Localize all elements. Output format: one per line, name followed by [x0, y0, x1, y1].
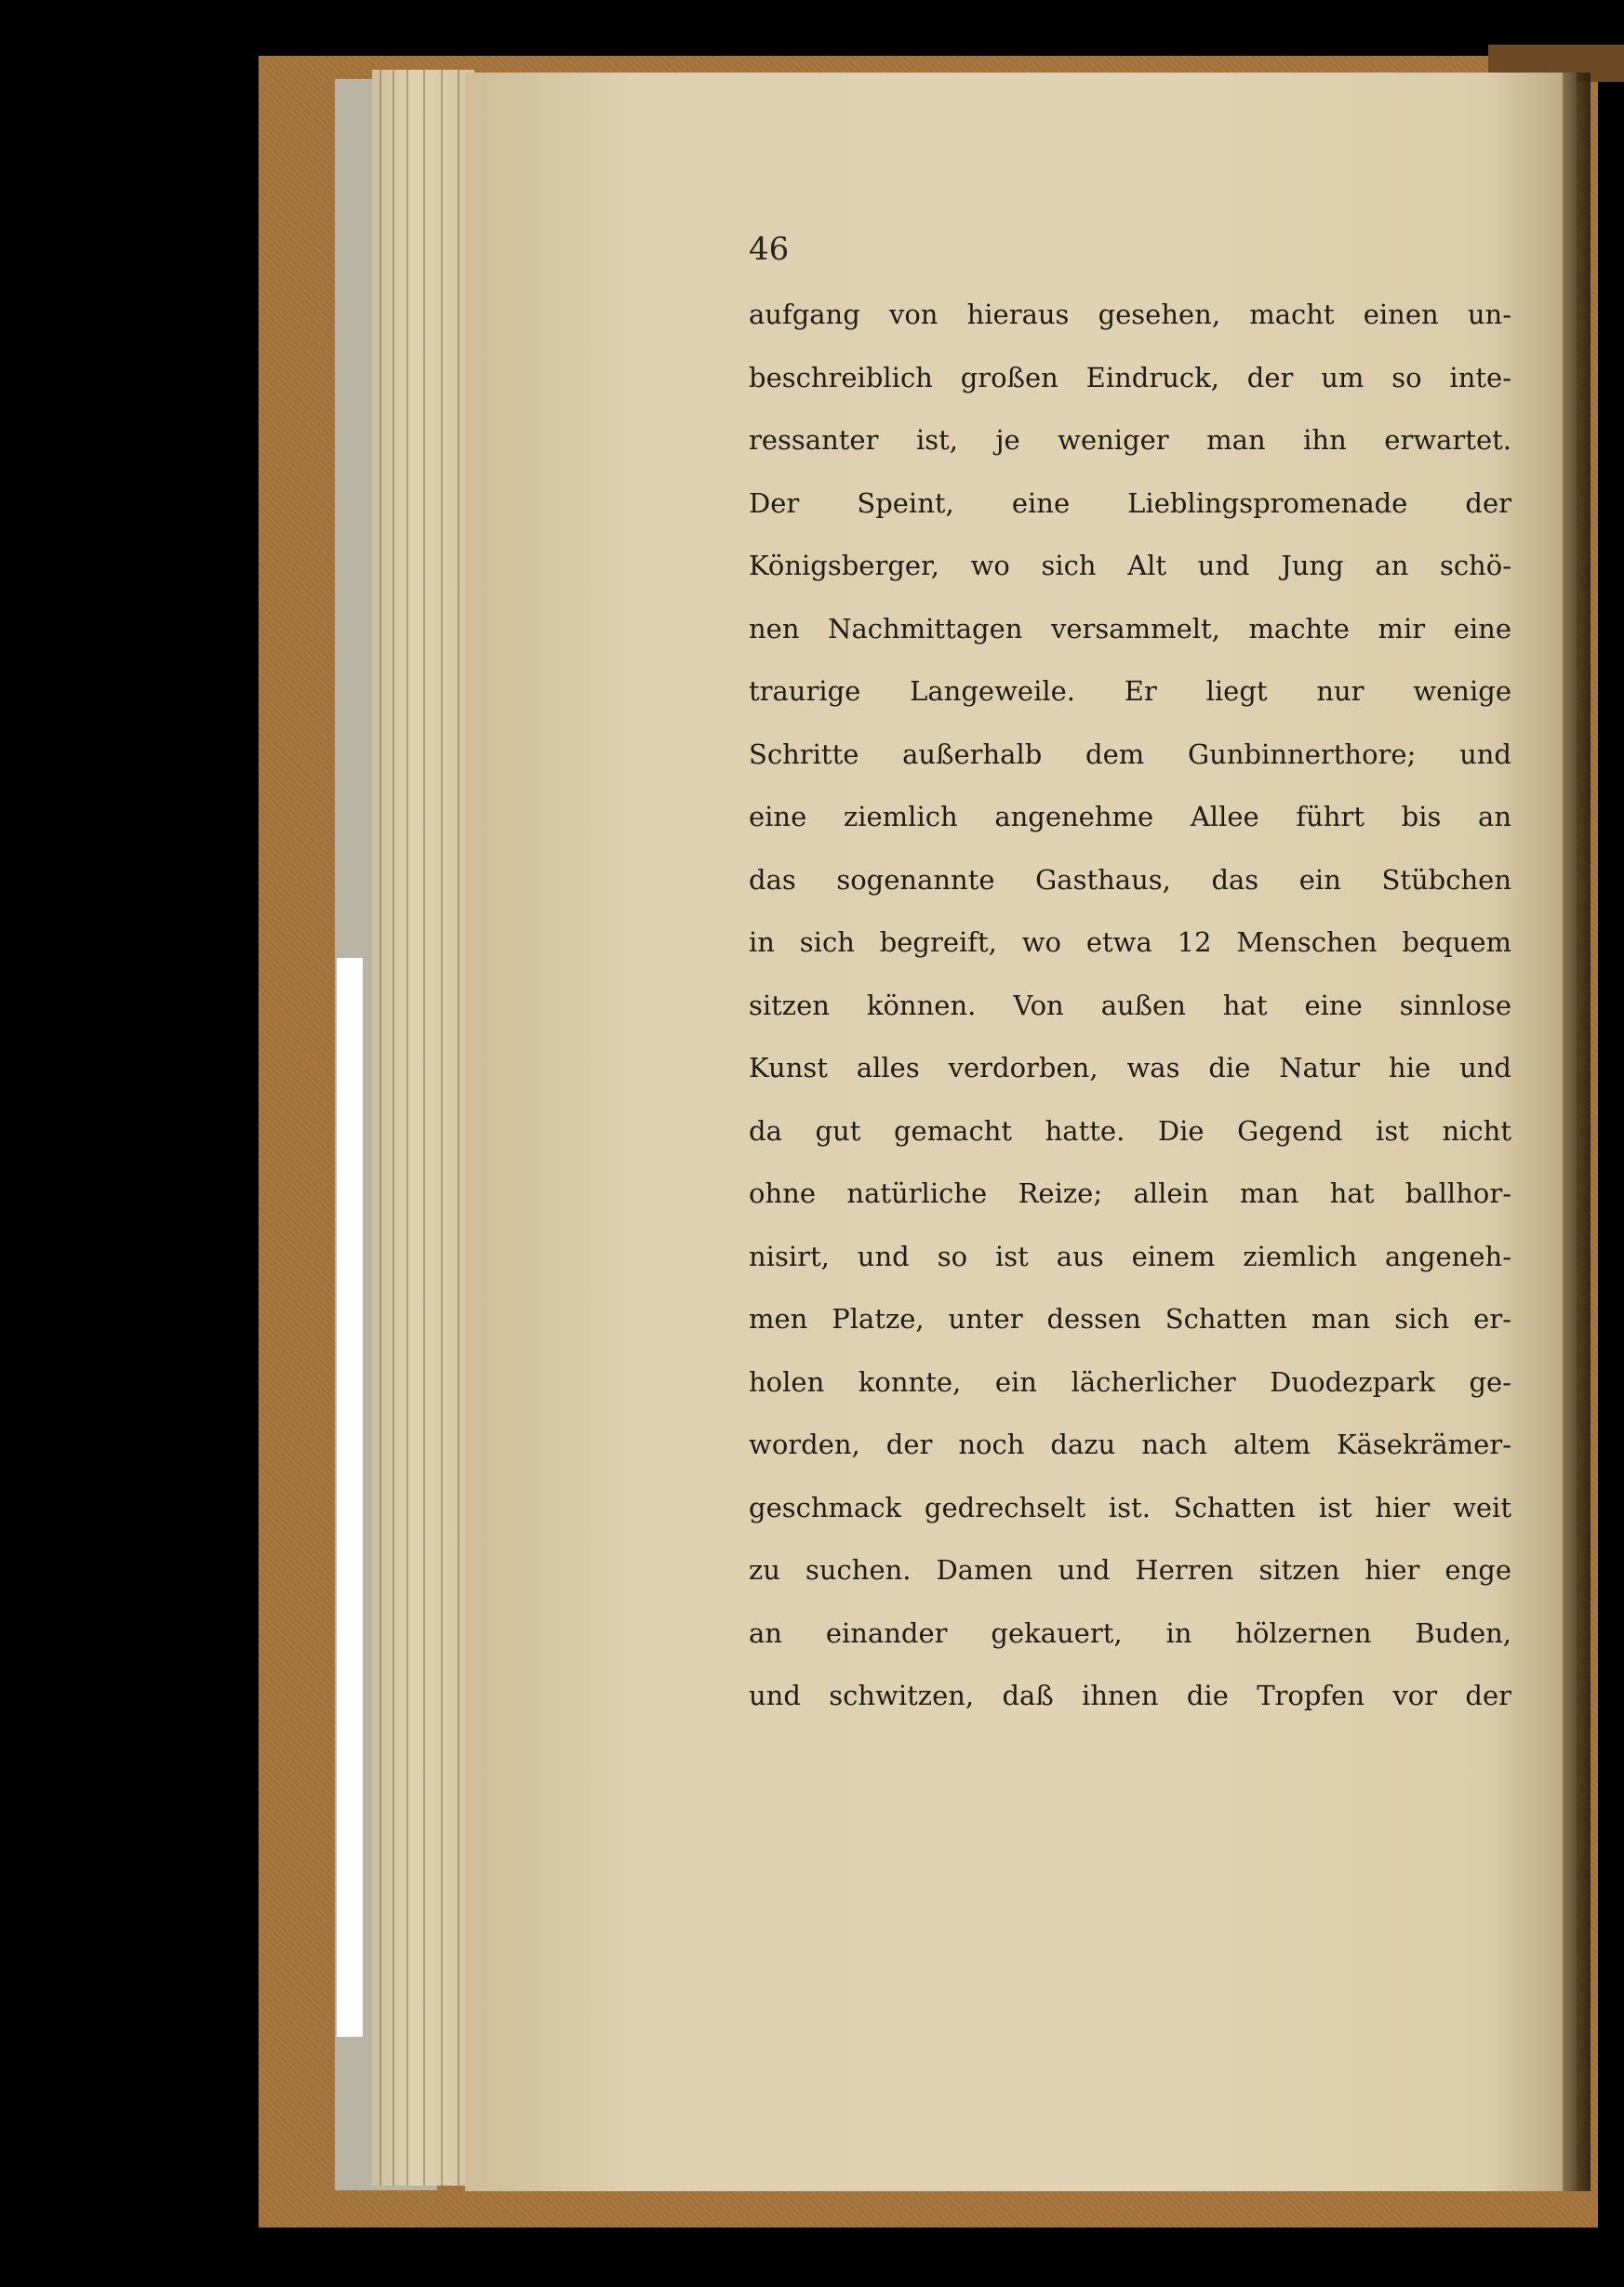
text-line: an einander gekauert, in hölzernen Buden,: [749, 1616, 1511, 1649]
text-line: holen konnte, ein lächerlicher Duodezpark ge-: [749, 1365, 1511, 1398]
text-line: und schwitzen, daß ihnen die Tropfen vor der: [749, 1680, 1511, 1711]
text-line: Königsberger, wo sich Alt und Jung an schö-: [749, 550, 1511, 581]
text-line: ohne natürliche Reize; allein man hat ballhor-: [749, 1177, 1511, 1209]
text-line: das sogenannte Gasthaus, das ein Stübchen: [749, 863, 1511, 896]
text-line: worden, der noch dazu nach altem Käsekrämer-: [749, 1429, 1511, 1460]
inserted-white-sheet: [337, 958, 363, 2037]
gutter-shadow: [1563, 73, 1591, 2191]
text-line: Kunst alles verdorben, was die Natur hie und: [749, 1052, 1511, 1084]
text-line: aufgang von hieraus gesehen, macht einen un-: [749, 299, 1511, 330]
page-number: 46: [749, 231, 790, 268]
text-line: da gut gemacht hatte. Die Gegend ist nicht: [749, 1114, 1511, 1147]
text-line: zu suchen. Damen und Herren sitzen hier enge: [749, 1554, 1511, 1586]
text-line: nen Nachmittagen versammelt, machte mir eine: [749, 612, 1511, 645]
text-line: Schritte außerhalb dem Gunbinnerthore; und: [749, 738, 1511, 770]
text-line: ressanter ist, je weniger man ihn erwartet.: [749, 424, 1511, 456]
text-line: nisirt, und so ist aus einem ziemlich angeneh-: [749, 1240, 1511, 1272]
text-line: Der Speint, eine Lieblingspromenade der: [749, 486, 1511, 519]
text-line: sitzen können. Von außen hat eine sinnlose: [749, 989, 1511, 1021]
page-text: [749, 284, 1511, 1728]
text-line: men Platze, unter dessen Schatten man sich er-: [749, 1303, 1511, 1335]
text-line: traurige Langeweile. Er liegt nur wenige: [749, 675, 1511, 707]
page-stack-edges: [372, 70, 474, 2186]
text-line: eine ziemlich angenehme Allee führt bis an: [749, 801, 1511, 832]
text-line: geschmack gedrechselt ist. Schatten ist hier weit: [749, 1491, 1511, 1523]
text-line: in sich begreift, wo etwa 12 Menschen bequem: [749, 926, 1511, 958]
text-line: beschreiblich großen Eindruck, der um so inte-: [749, 361, 1511, 393]
